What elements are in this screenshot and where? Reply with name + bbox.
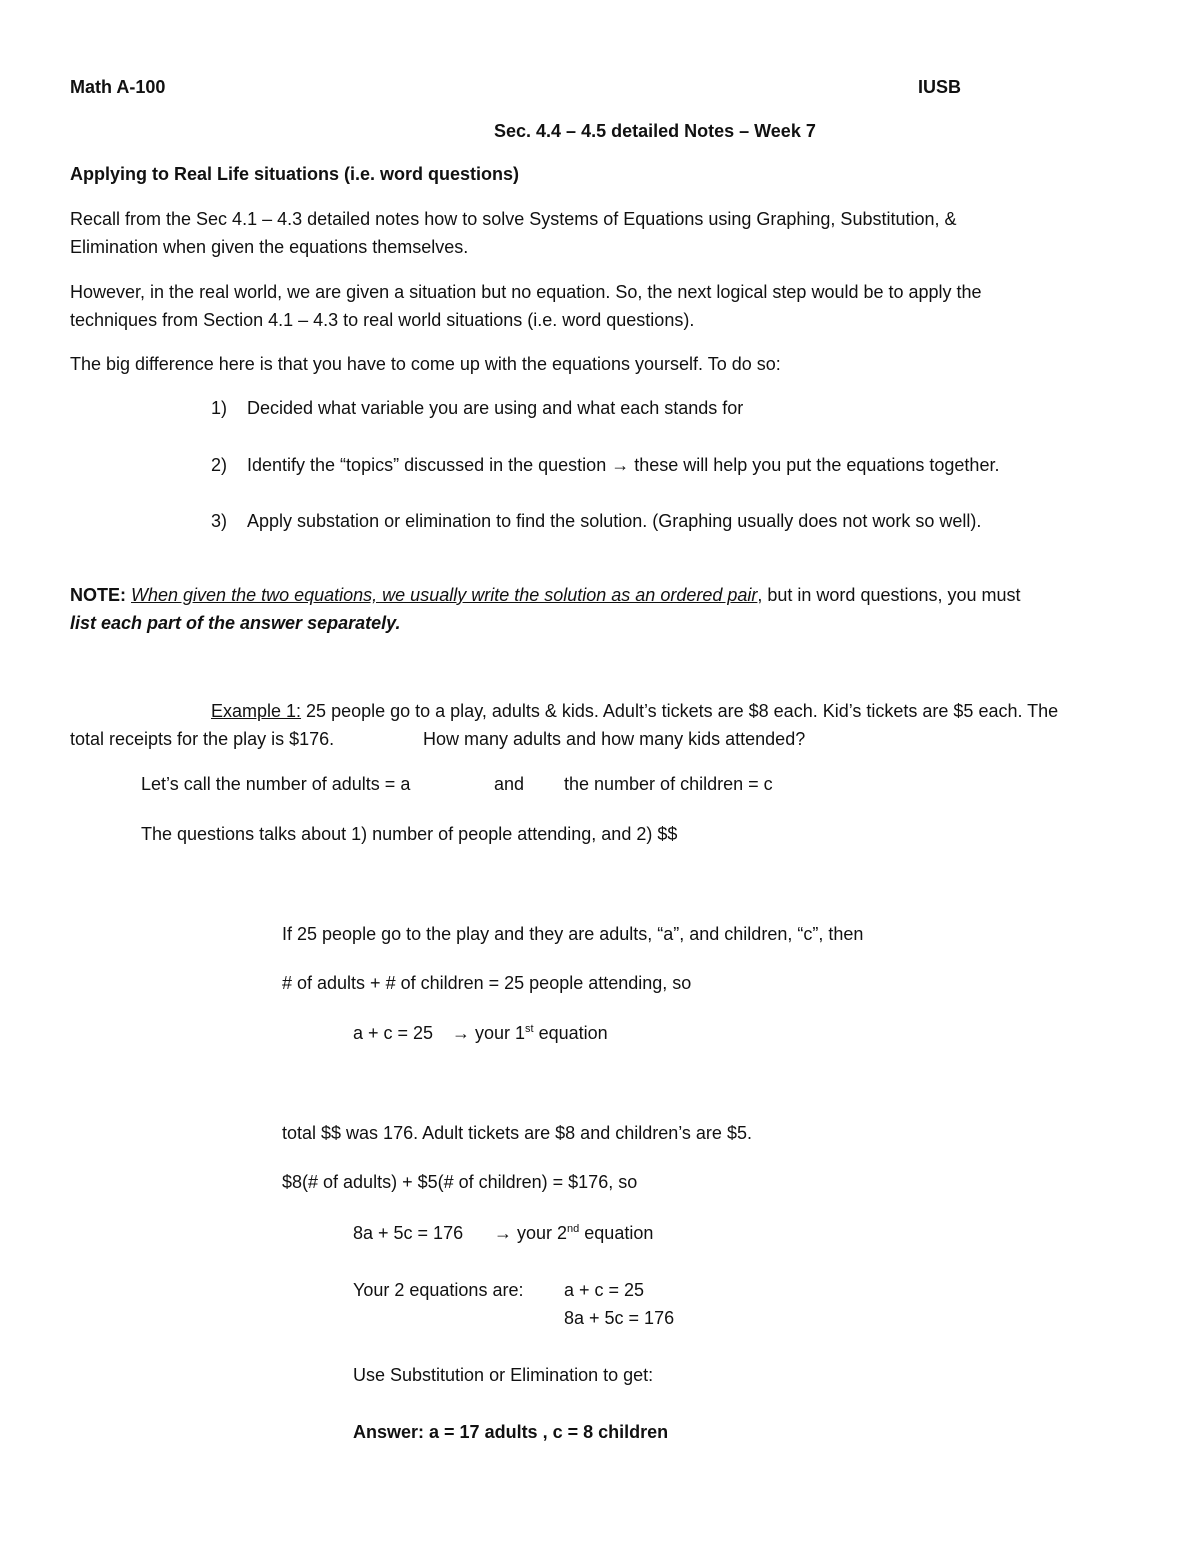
money-line2: $8(# of adults) + $5(# of children) = $176, so <box>282 1172 638 1192</box>
equation-2: 8a + 5c = 176 <box>353 1223 464 1243</box>
variable-children: the number of children = c <box>564 774 773 794</box>
people-line2: # of adults + # of children = 25 people attending, so <box>282 973 692 993</box>
example-line1 <box>211 699 1058 723</box>
step-text: Apply substation or elimination to find the solution. (Graphing usually does not work so well). <box>247 511 982 531</box>
note-label: NOTE: <box>70 585 126 605</box>
equation-1-note: → your 1st equation <box>452 1023 608 1043</box>
variable-adults: Let’s call the number of adults = a <box>141 774 411 794</box>
step-number: 3) <box>211 511 228 531</box>
use-method-line: Use Substitution or Elimination to get: <box>353 1365 654 1385</box>
topics-line: The questions talks about 1) number of people attending, and 2) $$ <box>141 824 678 844</box>
note-underlined-text: When given the two equations, we usually write the solution as an ordered pair <box>131 585 758 605</box>
system-label: Your 2 equations are: <box>353 1280 524 1300</box>
answer-line <box>353 1420 668 1444</box>
example-line2a: total receipts for the play is $176. <box>70 729 335 749</box>
equation-2-note: → your 2nd equation <box>494 1223 654 1243</box>
note-line1 <box>70 583 1021 607</box>
equation-1: a + c = 25 <box>353 1023 434 1043</box>
page-title: Sec. 4.4 – 4.5 detailed Notes – Week 7 <box>494 121 816 141</box>
paragraph-recall-line2: Elimination when given the equations themselves. <box>70 237 469 257</box>
system-equation-1: a + c = 25 <box>564 1280 645 1300</box>
system-equation-2: 8a + 5c = 176 <box>564 1308 675 1328</box>
step-text: Decided what variable you are using and what each stands for <box>247 398 744 418</box>
paragraph-realworld-line2: techniques from Section 4.1 – 4.3 to real world situations (i.e. word questions). <box>70 310 695 330</box>
section-heading: Applying to Real Life situations (i.e. word questions) <box>70 164 520 184</box>
variable-and: and <box>494 774 525 794</box>
example-problem-text: 25 people go to a play, adults & kids. Adult’s tickets are $8 each. Kid’s tickets are $5 each. The <box>301 701 1059 721</box>
paragraph-realworld-line1: However, in the real world, we are given a situation but no equation. So, the next logical step would be to apply the <box>70 282 982 302</box>
people-line1: If 25 people go to the play and they are adults, “a”, and children, “c”, then <box>282 924 864 944</box>
money-line1: total $$ was 176. Adult tickets are $8 and children’s are $5. <box>282 1123 752 1143</box>
note-line2: list each part of the answer separately. <box>70 613 401 633</box>
paragraph-recall-line1: Recall from the Sec 4.1 – 4.3 detailed notes how to solve Systems of Equations using Graphing, Substitution, & <box>70 209 957 229</box>
step-number: 2) <box>211 455 228 475</box>
course-name: Math A-100 <box>70 77 166 97</box>
answer-label: Answer: <box>353 1422 425 1442</box>
paragraph-difference: The big difference here is that you have to come up with the equations yourself. To do so: <box>70 354 781 374</box>
example-line2b: How many adults and how many kids attended? <box>423 729 806 749</box>
note-rest-text: , but in word questions, you must <box>757 585 1021 605</box>
step-number: 1) <box>211 398 228 418</box>
step-text: Identify the “topics” discussed in the question → these will help you put the equations together. <box>247 455 1000 475</box>
school-name: IUSB <box>918 77 962 97</box>
example-label: Example 1: <box>211 701 302 721</box>
answer-text: a = 17 adults , c = 8 children <box>424 1422 669 1442</box>
